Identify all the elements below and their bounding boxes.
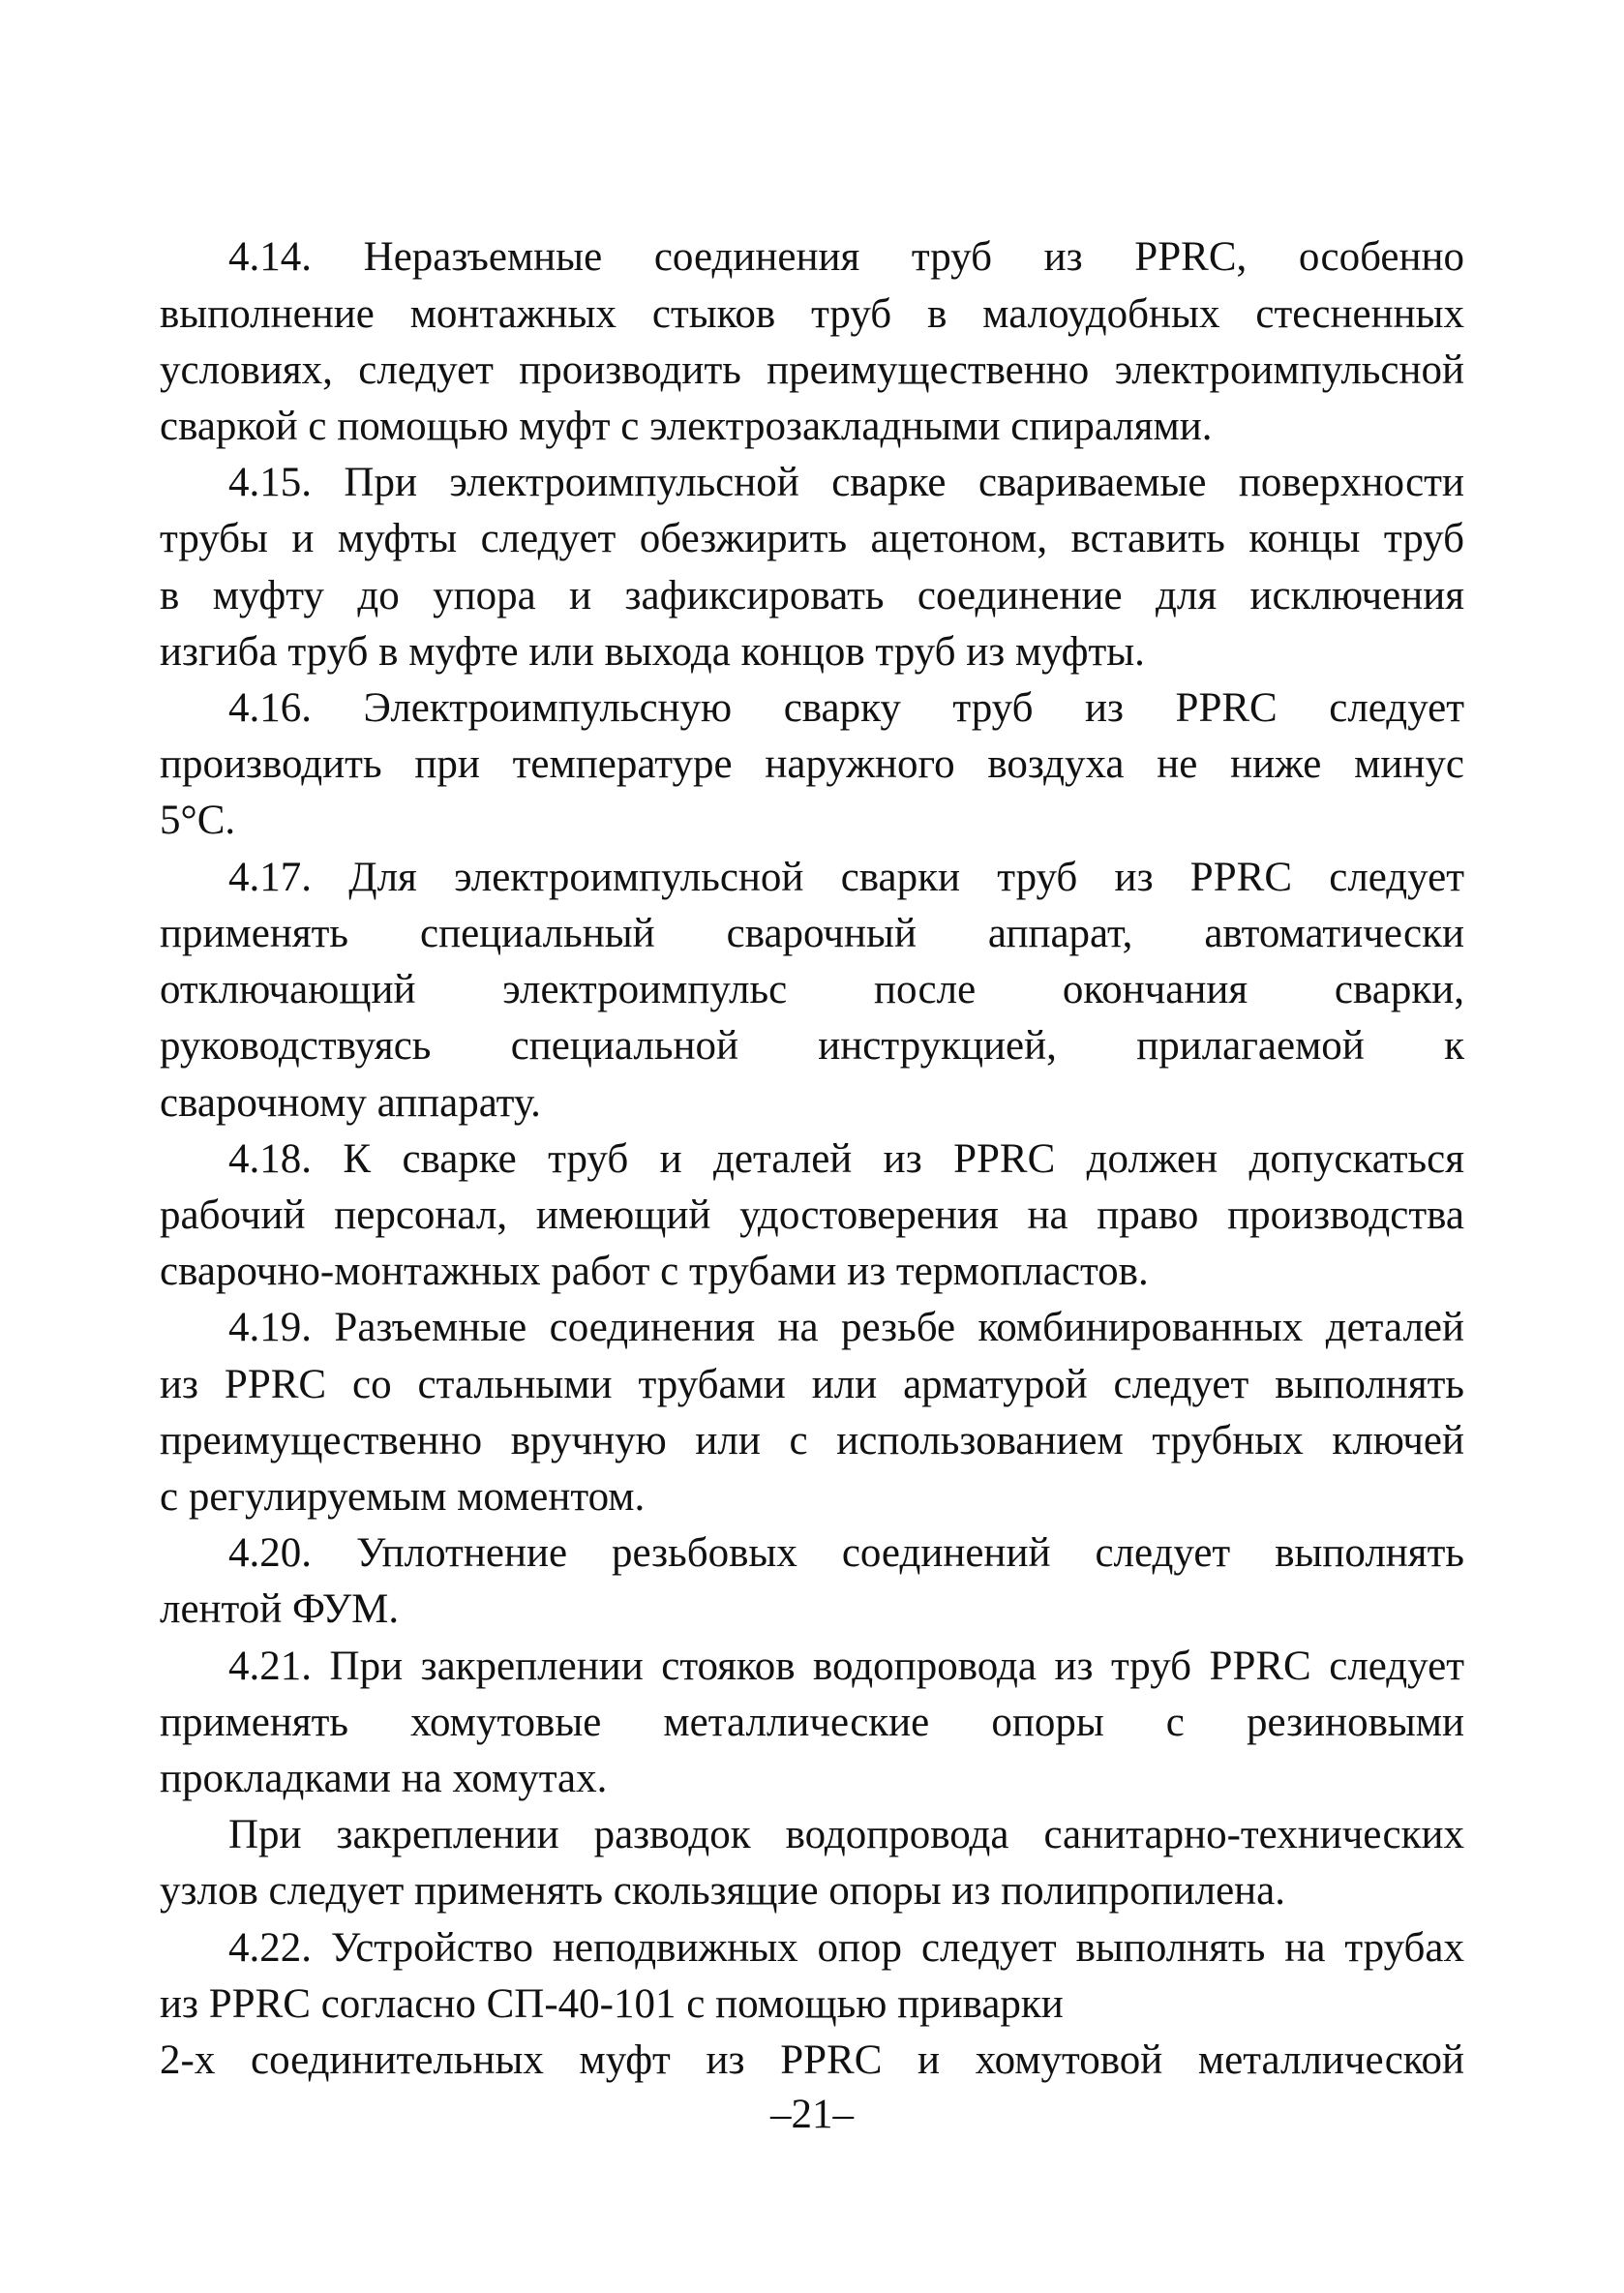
- text-line: с регулируемым моментом.: [160, 1474, 646, 1520]
- page-number: –21–: [770, 2092, 854, 2137]
- text-line: узлов следует применять скользящие опоры из полипропилена.: [160, 1868, 1286, 1914]
- text-line: сваркой с помощью муфт с электрозакладными спиралями.: [160, 404, 1213, 449]
- text-line: 4.18. К сварке труб и деталей из PPRC должен допускаться: [228, 1136, 1464, 1182]
- text-line: трубы и муфты следует обезжирить ацетоном, вставить концы труб: [160, 516, 1464, 561]
- text-line: 5°С.: [160, 798, 236, 843]
- text-line: 4.16. Электроимпульсную сварку труб из PPRC следует: [228, 685, 1464, 731]
- text-line: лентой ФУМ.: [160, 1586, 400, 1632]
- text-line: применять специальный сварочный аппарат, автоматически: [160, 911, 1464, 956]
- text-line: 4.14. Неразъемные соединения труб из PPRC, особенно: [228, 234, 1464, 280]
- text-line: сварочно-монтажных работ с трубами из термопластов.: [160, 1249, 1149, 1294]
- text-line: 4.19. Разъемные соединения на резьбе комбинированных деталей: [228, 1305, 1464, 1350]
- text-line: 4.21. При закреплении стояков водопровода из труб PPRC следует: [228, 1644, 1464, 1689]
- text-line: условиях, следует производить преимущественно электроимпульсной: [160, 347, 1464, 393]
- text-line: изгиба труб в муфте или выхода концов труб из муфты.: [160, 629, 1145, 675]
- text-line: 4.17. Для электроимпульсной сварки труб из PPRC следует: [228, 855, 1464, 900]
- text-line: отключающий электроимпульс после окончания сварки,: [160, 967, 1464, 1012]
- text-line: При закреплении разводок водопровода санитарно-технических: [228, 1812, 1464, 1857]
- text-line: прокладками на хомутах.: [160, 1756, 608, 1801]
- text-line: 4.20. Уплотнение резьбовых соединений следует выполнять: [228, 1530, 1464, 1576]
- text-line: руководствуясь специальной инструкцией, прилагаемой к: [160, 1023, 1464, 1069]
- text-line: 4.22. Устройство неподвижных опор следует выполнять на трубах: [228, 1925, 1464, 1971]
- text-line: 2-х соединительных муфт из PPRC и хомутовой металлической: [160, 2037, 1464, 2083]
- text-line: рабочий персонал, имеющий удостоверения на право производства: [160, 1192, 1464, 1238]
- text-line: преимущественно вручную или с использованием трубных ключей: [160, 1418, 1464, 1463]
- text-line: в муфту до упора и зафиксировать соединение для исключения: [160, 573, 1464, 619]
- text-line: 4.15. При электроимпульсной сварке свариваемые поверхности: [228, 460, 1464, 505]
- text-line: из PPRC со стальными трубами или арматурой следует выполнять: [160, 1362, 1464, 1407]
- text-line: производить при температуре наружного воздуха не ниже минус: [160, 741, 1464, 787]
- text-line: сварочному аппарату.: [160, 1080, 541, 1126]
- text-line: применять хомутовые металлические опоры с резиновыми: [160, 1700, 1464, 1745]
- text-line: выполнение монтажных стыков труб в малоудобных стесненных: [160, 291, 1464, 337]
- text-line: из PPRC согласно СП-40-101 с помощью приварки: [160, 1981, 1064, 2027]
